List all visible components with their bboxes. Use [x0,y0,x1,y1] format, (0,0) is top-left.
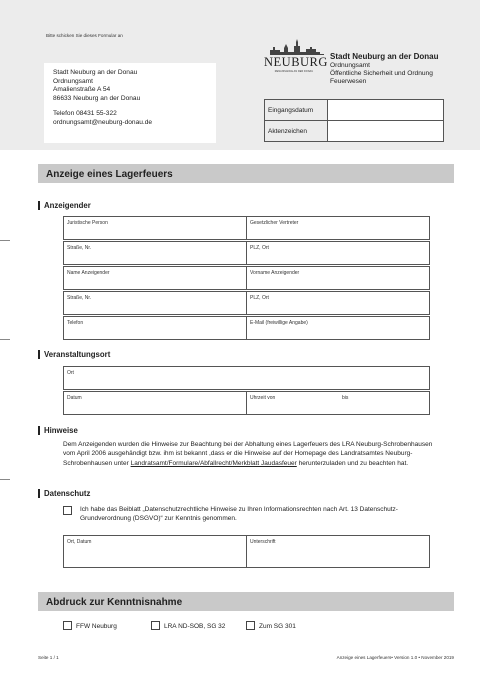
office-line: Ordnungsamt [330,62,370,69]
vorname-anzeigender-field[interactable] [246,266,430,290]
eingangsdatum-field[interactable] [328,100,444,121]
email-field[interactable] [246,316,430,340]
datum-field[interactable] [63,391,247,415]
registry-table [264,99,444,142]
field-label: Ort, Datum [67,539,92,545]
field-label: PLZ, Ort [250,295,269,301]
juristische-person-field[interactable] [63,216,247,240]
logo-word: NEUBURG [264,55,328,69]
hinweise-text: Dem Anzeigenden wurden die Hinweise zur Beachtung bei der Abhaltung eines Lagerfeuers des LRA Neuburg-Schrobenhausen vom April 2006 ausgehändigt bzw. ihm ist bekannt ,dass er die Hinweise auf der Homepage des Landratsamtes Neuburg-Schrobenhausen unter Landratsamt/Formulare/Abfallrecht/Merkblatt Jaudasfeuer herunterzuladen und zu beachten hat. [63,441,433,467]
field-label: Name Anzeigender [67,270,110,276]
lra-checkbox[interactable] [151,621,160,630]
ort-datum-field[interactable] [63,535,247,568]
lra-label: LRA ND-SOB, SG 32 [164,623,226,630]
field-label: Uhrzeit von [250,395,276,401]
field-label: E-Mail (freiwillige Angabe) [250,320,308,326]
field-label: PLZ, Ort [250,245,269,251]
address-email: ordnungsamt@neuburg-donau.de [53,118,153,126]
abdruck-title-bar [38,592,454,611]
field-label: Datum [67,395,82,401]
sg301-label: Zum SG 301 [259,623,296,630]
section-veranstaltungsort-heading: Veranstaltungsort [38,350,110,359]
field-label: Straße, Nr. [67,245,92,251]
bis-label: bis [342,395,349,401]
ffw-neuburg-checkbox[interactable] [63,621,72,630]
datenschutz-text: Ich habe das Beiblatt „Datenschutzrechtliche Hinweise zu Ihren Informationsrechten nach Art. 13 Datenschutz-Grundverordnung (DSGVO)“ zur Kenntnis genommen. [80,506,398,523]
ort-field[interactable] [63,366,430,390]
unterschrift-field[interactable] [246,535,430,568]
plz-ort-field[interactable] [246,241,430,265]
field-label: Straße, Nr. [67,295,92,301]
address-line: Ordnungsamt [53,77,93,85]
ffw-neuburg-label: FFW Neuburg [76,623,117,630]
skyline-icon [264,38,324,56]
name-anzeigender-field[interactable] [63,266,247,290]
version-info: Anzeige eines Lagerfeuers• Version 1.0 • November 2019 [336,655,454,660]
abdruck-title: Abdruck zur Kenntnisnahme [46,597,183,608]
city-logo [262,38,326,78]
office-block [330,52,475,87]
datenschutz-checkbox[interactable] [63,506,72,515]
office-line: Öffentliche Sicherheit und Ordnung [330,70,433,78]
field-label: Juristische Person [67,220,108,226]
logo-tagline: RENAISSANCE AN DER DONAU [274,70,314,73]
telefon-field[interactable] [63,316,247,340]
strasse-2-field[interactable] [63,291,247,315]
aktenzeichen-label: Aktenzeichen [265,121,328,142]
fold-mark [0,479,10,480]
strasse-field[interactable] [63,241,247,265]
form-title-bar [38,164,454,183]
send-note: Bitte schicken Sie dieses Formular an [46,33,123,38]
recipient-address-box [44,63,216,143]
merkblatt-link[interactable]: Landratsamt/Formulare/Abfallrecht/Merkblatt Jaudasfeuer [130,459,297,467]
gesetzlicher-vertreter-field[interactable] [246,216,430,240]
sg301-checkbox[interactable] [246,621,255,630]
eingangsdatum-label: Eingangsdatum [265,100,328,121]
field-label: Telefon [67,320,84,326]
uhrzeit-field[interactable] [246,391,430,415]
office-line: Feuerwesen [330,78,367,86]
address-line: Stadt Neuburg an der Donau [53,69,138,76]
section-hinweise-heading: Hinweise [38,426,78,435]
fold-mark [0,339,10,340]
address-line: Amalienstraße A 54 [53,86,111,94]
fold-mark [0,240,10,241]
field-label: Unterschrift [250,539,276,545]
field-label: Gesetzlicher Vertreter [250,220,299,226]
office-title: Stadt Neuburg an der Donau [330,52,439,61]
section-anzeigender-heading: Anzeigender [38,201,91,210]
field-label: Ort [67,370,74,376]
address-line: 86633 Neuburg an der Donau [53,94,141,102]
form-title: Anzeige eines Lagerfeuers [46,169,173,180]
aktenzeichen-field[interactable] [328,121,444,142]
field-label: Vorname Anzeigender [250,270,300,276]
plz-ort-2-field[interactable] [246,291,430,315]
address-phone: Telefon 08431 55-322 [53,110,117,118]
section-datenschutz-heading: Datenschutz [38,489,90,498]
page-number: Seite 1 / 1 [38,655,59,660]
